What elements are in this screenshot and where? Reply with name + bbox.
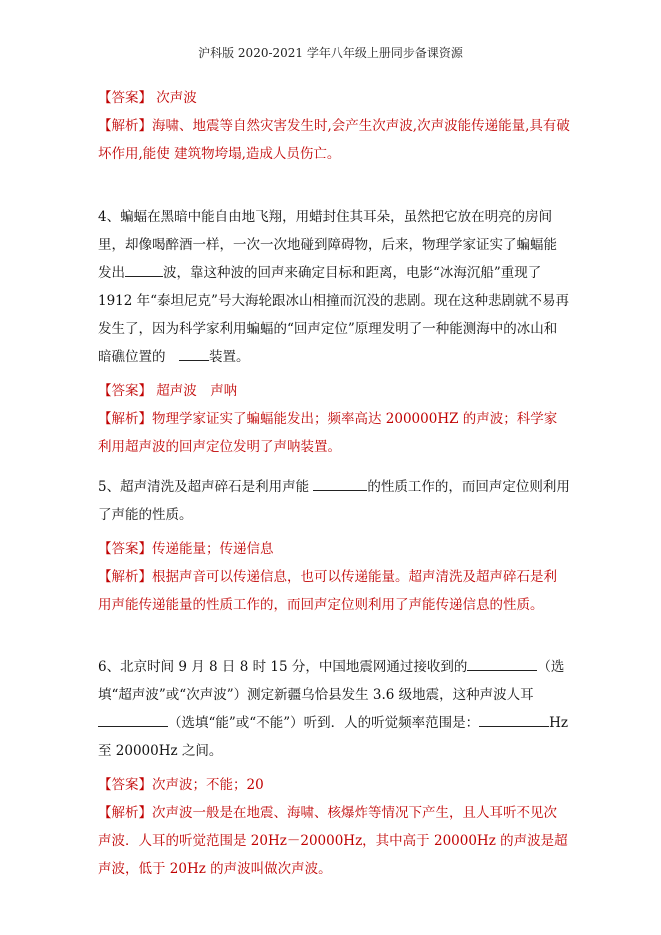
analysis-tag: 【解析】 bbox=[98, 569, 152, 585]
q6-analysis bbox=[98, 799, 570, 883]
q3-answer bbox=[98, 84, 570, 112]
answer-blank bbox=[125, 262, 163, 277]
q4-answer bbox=[98, 377, 570, 405]
question-text: （选填“超声波”或“次声波”）测定新疆乌恰县发生 3.6 级地震，这种声波人耳 bbox=[98, 659, 565, 703]
answer-blank bbox=[313, 476, 367, 491]
question-text: 装置。 bbox=[209, 349, 250, 365]
answer-text: 超声波 声呐 bbox=[152, 383, 238, 399]
answer-blank bbox=[467, 656, 537, 671]
q3-analysis bbox=[98, 112, 570, 168]
question-text: 的性质工作的，而回声定位则利用了声能的性质。 bbox=[98, 479, 570, 523]
q4-block bbox=[98, 203, 570, 461]
answer-tag: 【答案】 bbox=[98, 383, 152, 399]
q6-question bbox=[98, 653, 570, 765]
q5-question bbox=[98, 473, 570, 529]
analysis-tag: 【解析】 bbox=[98, 411, 152, 427]
question-text: Hz 至 20000Hz 之间。 bbox=[98, 715, 568, 759]
question-text: 4、蝙蝠在黑暗中能自由地飞翔，用蜡封住其耳朵，虽然把它放在明亮的房间里，却像喝醉酒一样，一次一次地碰到障碍物，后来，物理学家证实了蝙蝠能发出 bbox=[98, 209, 557, 281]
analysis-tag: 【解析】 bbox=[98, 118, 152, 134]
analysis-tag: 【解析】 bbox=[98, 805, 152, 821]
answer-blank bbox=[98, 712, 168, 727]
q4-analysis bbox=[98, 405, 570, 461]
answer-blank bbox=[179, 346, 209, 361]
analysis-text: 海啸、地震等自然灾害发生时,会产生次声波,次声波能传递能量,具有破坏作用,能使 建筑物垮塌,造成人员伤亡。 bbox=[98, 118, 570, 162]
q6-block bbox=[98, 653, 570, 883]
q6-answer bbox=[98, 771, 570, 799]
question-text: （选填“能”或“不能”）听到．人的听觉频率范围是： bbox=[168, 715, 480, 731]
answer-tag: 【答案】 bbox=[98, 777, 152, 793]
analysis-text: 物理学家证实了蝙蝠能发出；频率高达 200000HZ 的声波；科学家利用超声波的回声定位发明了声呐装置。 bbox=[98, 411, 558, 455]
q5-answer bbox=[98, 535, 570, 563]
q3-block bbox=[98, 84, 570, 168]
q4-question bbox=[98, 203, 570, 371]
answer-text: 传递能量；传递信息 bbox=[152, 541, 274, 557]
answer-blank bbox=[479, 712, 549, 727]
question-text: 5、超声清洗及超声碎石是利用声能 bbox=[98, 479, 314, 495]
page-header: 沪科版 2020-2021 学年八年级上册同步备课资源 bbox=[198, 46, 463, 60]
q5-block bbox=[98, 473, 570, 619]
answer-tag: 【答案】 bbox=[98, 90, 152, 106]
analysis-text: 根据声音可以传递信息，也可以传递能量。超声清洗及超声碎石是利用声能传递能量的性质工作的，而回声定位则利用了声能传递信息的性质。 bbox=[98, 569, 557, 613]
answer-text: 次声波 bbox=[152, 90, 197, 106]
answer-text: 次声波；不能；20 bbox=[152, 777, 264, 793]
q5-analysis bbox=[98, 563, 570, 619]
question-text: 6、北京时间 9 月 8 日 8 时 15 分，中国地震网通过接收到的 bbox=[98, 659, 468, 675]
answer-tag: 【答案】 bbox=[98, 541, 152, 557]
analysis-text: 次声波一般是在地震、海啸、核爆炸等情况下产生，且人耳听不见次声波．人耳的听觉范围是 20Hz－20000Hz，其中高于 20000Hz 的声波是超声波，低于 20Hz 的声波叫做次声波。 bbox=[98, 805, 568, 877]
question-text: 波，靠这种波的回声来确定目标和距离，电影“冰海沉船”重现了 1912 年“泰坦尼克”号大海轮跟冰山相撞而沉没的悲剧。现在这种悲剧就不易再发生了，因为科学家利用蝙蝠的“回声定位”原理发明了一种能测海中的冰山和暗礁位置的 bbox=[98, 265, 569, 365]
